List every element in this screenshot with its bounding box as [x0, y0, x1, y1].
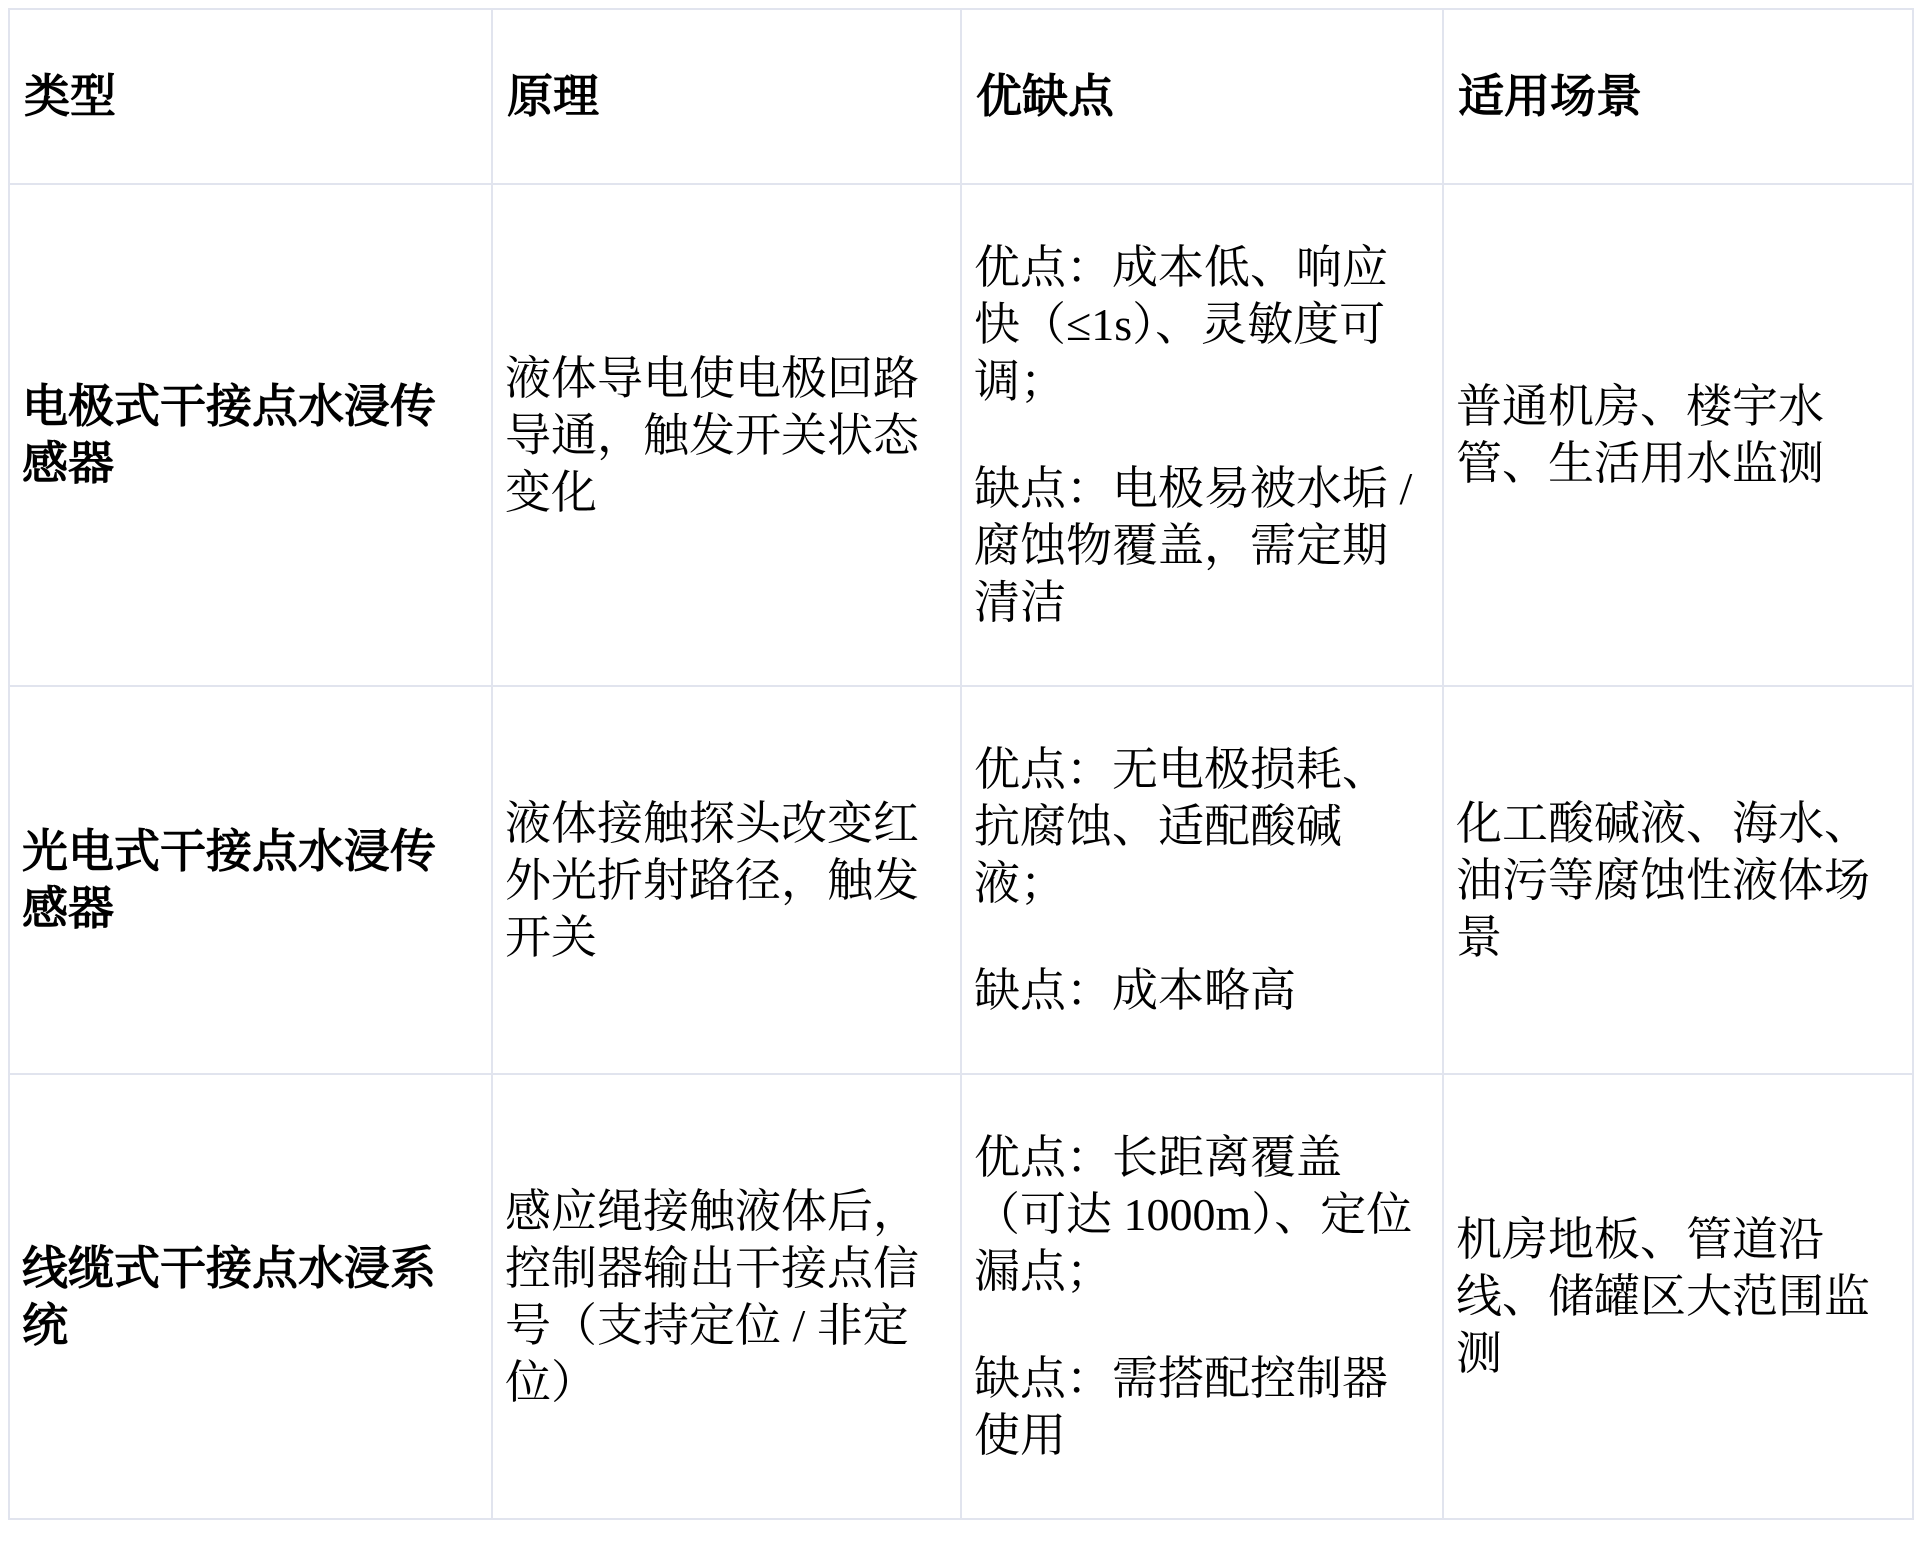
cell-sensor-type: 电极式干接点水浸传感器 — [9, 184, 492, 686]
cell-principle: 液体导电使电极回路导通，触发开关状态变化 — [492, 184, 961, 686]
cell-sensor-type: 线缆式干接点水浸系统 — [9, 1074, 492, 1519]
cell-sensor-type: 光电式干接点水浸传感器 — [9, 686, 492, 1074]
pros-text: 优点：长距离覆盖（可达 1000m）、定位漏点； — [974, 1132, 1413, 1297]
pros-text: 优点：无电极损耗、抗腐蚀、适配酸碱液； — [974, 744, 1388, 909]
cell-principle: 液体接触探头改变红外光折射路径，触发开关 — [492, 686, 961, 1074]
table-header-row — [9, 9, 1913, 184]
cons-text: 缺点：电极易被水垢 / 腐蚀物覆盖，需定期清洁 — [974, 463, 1413, 628]
column-header-pros-cons: 优缺点 — [961, 9, 1443, 184]
table-row — [9, 1074, 1913, 1519]
cell-pros-cons — [961, 1074, 1443, 1519]
column-header-scenario: 适用场景 — [1443, 9, 1913, 184]
cell-pros-cons — [961, 184, 1443, 686]
cell-pros-cons — [961, 686, 1443, 1074]
sensor-comparison-table — [8, 8, 1914, 1520]
pros-text: 优点：成本低、响应快（≤1s）、灵敏度可调； — [974, 242, 1388, 407]
cell-principle: 感应绳接触液体后，控制器输出干接点信号（支持定位 / 非定位） — [492, 1074, 961, 1519]
column-header-type: 类型 — [9, 9, 492, 184]
table-row — [9, 686, 1913, 1074]
cons-text: 缺点：成本略高 — [974, 965, 1296, 1016]
table-row — [9, 184, 1913, 686]
cell-scenario: 机房地板、管道沿线、储罐区大范围监测 — [1443, 1074, 1913, 1519]
column-header-principle: 原理 — [492, 9, 961, 184]
cons-text: 缺点：需搭配控制器使用 — [974, 1353, 1388, 1461]
cell-scenario: 普通机房、楼宇水管、生活用水监测 — [1443, 184, 1913, 686]
cell-scenario: 化工酸碱液、海水、油污等腐蚀性液体场景 — [1443, 686, 1913, 1074]
